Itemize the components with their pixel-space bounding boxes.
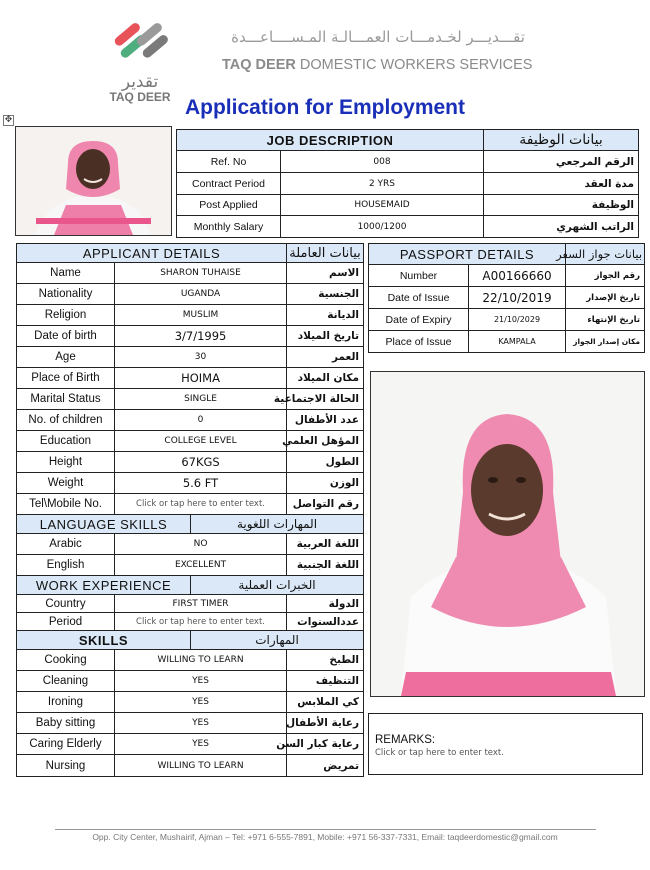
skill-label: Nursing (17, 755, 115, 777)
applicant-label-ar: الديانة (287, 305, 364, 326)
skill-label: Baby sitting (17, 713, 115, 734)
passport-label-ar: تاريخ الإصدار (566, 287, 645, 309)
applicant-label-ar: الحالة الاجتماعية (287, 389, 364, 410)
applicant-label: Date of birth (17, 326, 115, 347)
applicant-photo-large (370, 371, 645, 697)
experience-label: Period (17, 613, 115, 631)
applicant-label-ar: رقم التواصل (287, 494, 364, 515)
job-label-ar: مدة العقد (484, 173, 639, 195)
remarks-box (368, 713, 643, 775)
skill-label-ar: رعاية الأطفال (287, 713, 364, 734)
applicant-label-ar: الطول (287, 452, 364, 473)
experience-value[interactable]: Click or tap here to enter text. (115, 613, 287, 631)
language-label: English (17, 555, 115, 576)
job-value[interactable]: 2 YRS (281, 173, 484, 195)
applicant-value[interactable]: MUSLIM (115, 305, 287, 326)
skill-label: Cleaning (17, 671, 115, 692)
applicant-label: Education (17, 431, 115, 452)
skills-header-ar: المهارات (191, 631, 364, 650)
applicant-value[interactable]: HOIMA (115, 368, 287, 389)
applicant-label-ar: مكان الميلاد (287, 368, 364, 389)
experience-label-ar: عددالسنوات (287, 613, 364, 631)
remarks-field[interactable]: Click or tap here to enter text. (375, 748, 504, 758)
logo-english: TAQ DEER (109, 90, 171, 104)
skill-label-ar: تمريض (287, 755, 364, 777)
company-name-bold: TAQ DEER (222, 57, 296, 73)
experience-value[interactable]: FIRST TIMER (115, 595, 287, 613)
passport-value[interactable]: 22/10/2019 (469, 287, 566, 309)
applicant-label: No. of children (17, 410, 115, 431)
job-label-ar: الراتب الشهري (484, 216, 639, 238)
job-label: Monthly Salary (177, 216, 281, 238)
skills-header-en: SKILLS (17, 631, 191, 650)
skill-value[interactable]: YES (115, 713, 287, 734)
applicant-label: Religion (17, 305, 115, 326)
language-label-ar: اللغة الجنبية (287, 555, 364, 576)
language-header-en: LANGUAGE SKILLS (17, 515, 191, 534)
job-label-ar: الوظيفة (484, 195, 639, 216)
language-label-ar: اللغة العربية (287, 534, 364, 555)
applicant-header-ar: بيانات العاملة (287, 244, 364, 263)
language-label: Arabic (17, 534, 115, 555)
job-label-ar: الرقم المرجعي (484, 151, 639, 173)
applicant-label: Nationality (17, 284, 115, 305)
applicant-label-ar: الجنسية (287, 284, 364, 305)
applicant-value[interactable]: SINGLE (115, 389, 287, 410)
language-value[interactable]: EXCELLENT (115, 555, 287, 576)
job-label: Contract Period (177, 173, 281, 195)
logo-mark-icon (104, 20, 176, 70)
passport-value[interactable]: KAMPALA (469, 331, 566, 353)
applicant-label-ar: تاريخ الميلاد (287, 326, 364, 347)
job-value[interactable]: 1000/1200 (281, 216, 484, 238)
company-logo (104, 20, 176, 104)
applicant-label-ar: الاسم (287, 263, 364, 284)
footer-contact: Opp. City Center, Mushairif, Ajman – Tel: +971 6-555-7891, Mobile: +971 56-337-7331, Email: taqdeerdomestic@gmail.com (92, 832, 558, 842)
remarks-label: REMARKS: (375, 734, 436, 746)
passport-label: Date of Expiry (369, 309, 469, 331)
experience-header-en: WORK EXPERIENCE (17, 576, 191, 595)
applicant-value[interactable]: 30 (115, 347, 287, 368)
job-description-table (176, 129, 639, 238)
logo-arabic: تقدير (121, 72, 159, 92)
skill-value[interactable]: WILLING TO LEARN (115, 650, 287, 671)
skill-label-ar: الطبخ (287, 650, 364, 671)
skill-label-ar: رعاية كبار السن (287, 734, 364, 755)
passport-details-table (368, 243, 645, 353)
applicant-value[interactable]: UGANDA (115, 284, 287, 305)
skill-label: Cooking (17, 650, 115, 671)
job-value[interactable]: 008 (281, 151, 484, 173)
applicant-value[interactable]: SHARON TUHAISE (115, 263, 287, 284)
applicant-value[interactable]: 3/7/1995 (115, 326, 287, 347)
applicant-header-en: APPLICANT DETAILS (17, 244, 287, 263)
table-move-handle-icon[interactable]: ✥ (4, 115, 13, 125)
passport-label-ar: تاريخ الإنتهاء (566, 309, 645, 331)
applicant-label: Name (17, 263, 115, 284)
skill-value[interactable]: YES (115, 734, 287, 755)
skill-label: Ironing (17, 692, 115, 713)
job-label: Ref. No (177, 151, 281, 173)
job-header-en: JOB DESCRIPTION (177, 130, 484, 151)
skill-value[interactable]: YES (115, 692, 287, 713)
applicant-label: Tel\Mobile No. (17, 494, 115, 515)
applicant-label: Weight (17, 473, 115, 494)
applicant-label: Age (17, 347, 115, 368)
experience-header-ar: الخبرات العملية (191, 576, 364, 595)
passport-value[interactable]: A00166660 (469, 265, 566, 287)
skill-label-ar: كي الملابس (287, 692, 364, 713)
applicant-label-ar: عدد الأطفال (287, 410, 364, 431)
language-value[interactable]: NO (115, 534, 287, 555)
skill-value[interactable]: YES (115, 671, 287, 692)
applicant-details-table (16, 243, 364, 777)
applicant-label-ar: العمر (287, 347, 364, 368)
phone-field[interactable]: Click or tap here to enter text. (115, 494, 287, 515)
company-name-arabic: تقـــديـــر لخـدمـــات العمـــالـة المـســــاعـــدة (231, 28, 525, 46)
page-title: Application for Employment (184, 96, 465, 119)
applicant-photo-small (15, 126, 172, 236)
applicant-value[interactable]: 5.6 FT (115, 473, 287, 494)
skill-label-ar: التنظيف (287, 671, 364, 692)
skill-value[interactable]: WILLING TO LEARN (115, 755, 287, 777)
applicant-label: Place of Birth (17, 368, 115, 389)
applicant-value[interactable]: 0 (115, 410, 287, 431)
applicant-label: Height (17, 452, 115, 473)
company-name-english (222, 57, 534, 73)
job-header-ar: بيانات الوظيفة (484, 130, 639, 151)
skill-label: Caring Elderly (17, 734, 115, 755)
passport-label: Place of Issue (369, 331, 469, 353)
applicant-label-ar: الوزن (287, 473, 364, 494)
applicant-label: Marital Status (17, 389, 115, 410)
experience-label: Country (17, 595, 115, 613)
passport-value[interactable]: 21/10/2029 (469, 309, 566, 331)
footer-divider (55, 829, 596, 830)
applicant-value[interactable]: COLLEGE LEVEL (115, 431, 287, 452)
passport-label-ar: رقم الجواز (566, 265, 645, 287)
applicant-value[interactable]: 67KGS (115, 452, 287, 473)
passport-label: Date of Issue (369, 287, 469, 309)
passport-header-en: PASSPORT DETAILS (369, 244, 566, 265)
job-value[interactable]: HOUSEMAID (281, 195, 484, 216)
passport-label-ar: مكان إصدار الجواز (566, 331, 645, 353)
applicant-label-ar: المؤهل العلمي (287, 431, 364, 452)
passport-header-ar: بيانات جواز السفر (566, 244, 645, 265)
company-name-rest: DOMESTIC WORKERS SERVICES (299, 57, 533, 73)
language-header-ar: المهارات اللغوية (191, 515, 364, 534)
experience-label-ar: الدولة (287, 595, 364, 613)
job-label: Post Applied (177, 195, 281, 216)
passport-label: Number (369, 265, 469, 287)
